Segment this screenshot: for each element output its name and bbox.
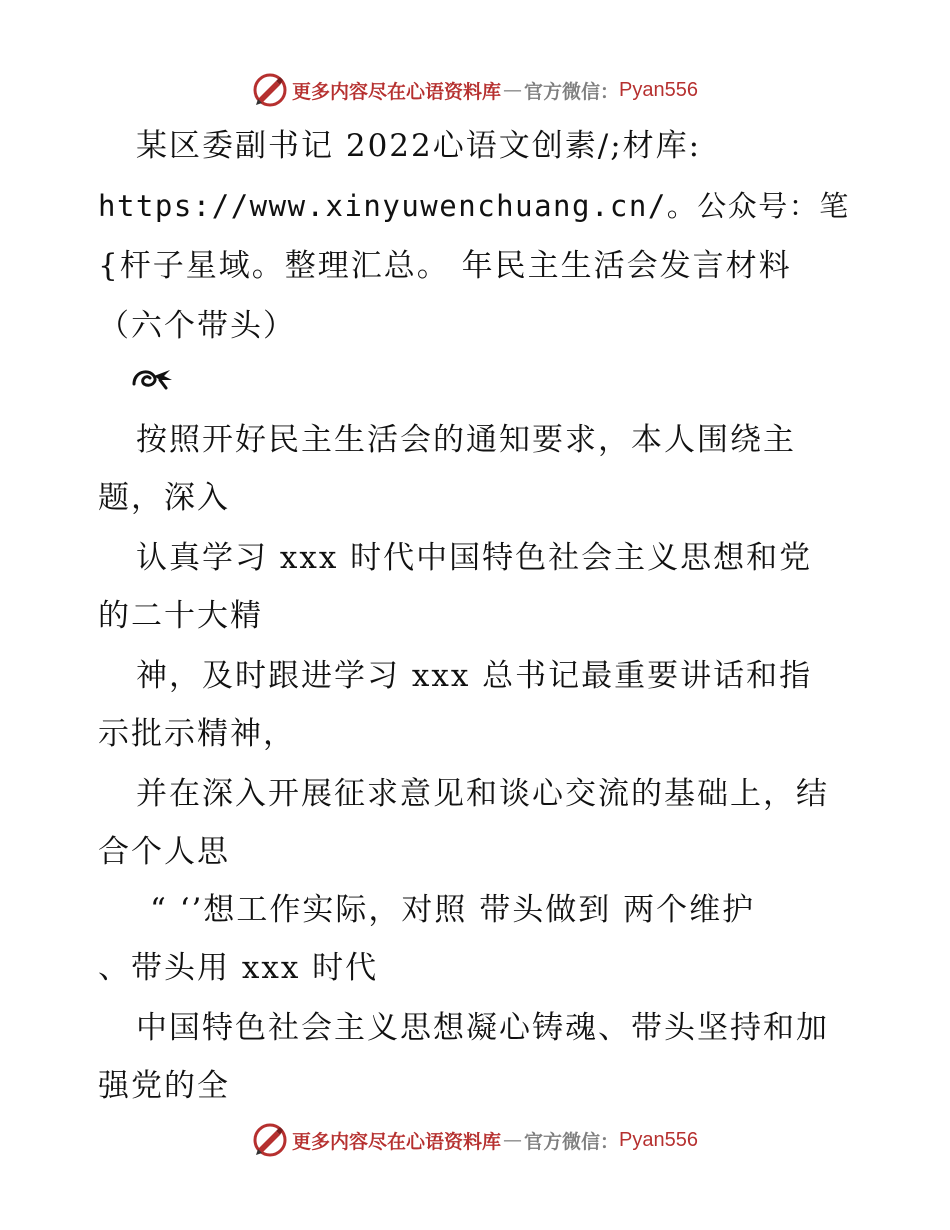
- body-line-5: 按照开好民主生活会的通知要求，本人围绕主: [136, 422, 796, 458]
- body-line-4: （六个带头）: [98, 308, 296, 344]
- body-line-1: 某区委副书记 2022心语文创素/;材库:: [136, 128, 702, 164]
- body-line-7: 认真学习 xxx 时代中国特色社会主义思想和党: [136, 540, 813, 576]
- banner-dash: —: [503, 1129, 523, 1151]
- pen-logo-icon: [252, 1122, 288, 1158]
- body-line-3: {杆子星域。整理汇总。 年民主生活会发言材料: [98, 248, 792, 284]
- banner-wechat-id: Pyan556: [619, 78, 698, 101]
- body-line-2: https://www.xinyuwenchuang.cn/。公众号：笔: [98, 189, 850, 223]
- banner-dash: —: [503, 79, 523, 101]
- body-line-6: 题，深入: [98, 480, 230, 516]
- banner-wechat-id: Pyan556: [619, 1128, 698, 1151]
- body-line-11: 并在深入开展征求意见和谈心交流的基础上，结: [136, 776, 829, 812]
- body-line-15: 中国特色社会主义思想凝心铸魂、带头坚持和加: [136, 1010, 829, 1046]
- body-line-14: 、带头用 xxx 时代: [98, 950, 379, 986]
- body-line-8: 的二十大精: [98, 598, 263, 634]
- body-line-9: 神，及时跟进学习 xxx 总书记最重要讲话和指: [136, 658, 813, 694]
- body-line-10: 示批示精神，: [98, 716, 296, 752]
- ornament-icon: [130, 362, 176, 392]
- banner-text: 更多内容尽在心语资料库: [292, 1130, 502, 1153]
- footer-banner: [0, 1118, 950, 1162]
- banner-label: 官方微信：: [524, 80, 620, 103]
- banner-label: 官方微信：: [524, 1130, 620, 1153]
- banner-text: 更多内容尽在心语资料库: [292, 80, 502, 103]
- body-line-16: 强党的全: [98, 1068, 230, 1104]
- body-line-13: “ ‘’想工作实际，对照 带头做到 两个维护: [150, 892, 756, 928]
- body-line-12: 合个人思: [98, 834, 230, 870]
